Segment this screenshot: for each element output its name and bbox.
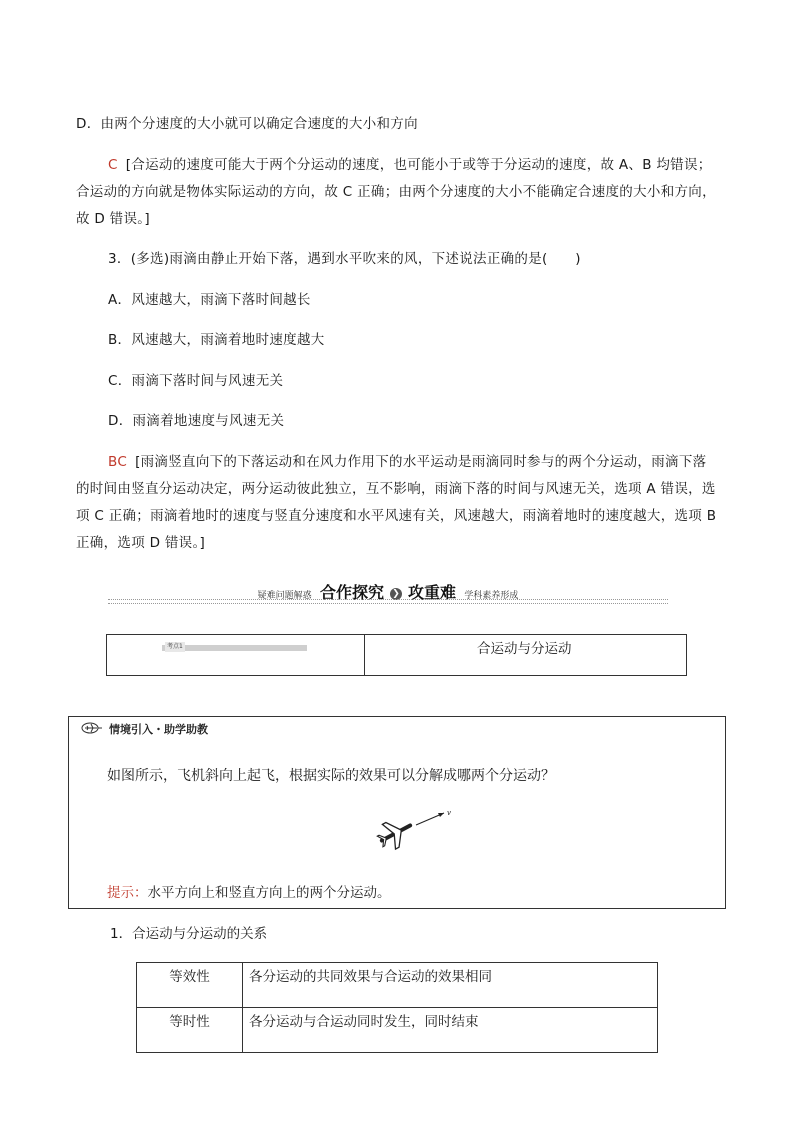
question-3-option-a: A．风速越大，雨滴下落时间越长 xyxy=(108,292,311,308)
answer-1-label: C xyxy=(108,157,118,173)
section-banner xyxy=(108,578,668,604)
velocity-label: v xyxy=(447,809,451,817)
answer-2-text: [雨滴竖直向下的下落运动和在风力作用下的水平运动是雨滴同时参与的两个分运动，雨滴下落 xyxy=(135,454,707,470)
scene-question: 如图所示，飞机斜向上起飞，根据实际的效果可以分解成哪两个分运动？ xyxy=(107,768,555,784)
topic-table xyxy=(106,634,687,676)
scene-hint xyxy=(107,881,391,901)
relation-key: 等效性 xyxy=(137,963,243,1008)
table-row xyxy=(137,963,658,1008)
banner-title-2: 攻重难 xyxy=(408,583,457,602)
topic-tag: 考点1 xyxy=(167,643,183,650)
answer-2-line-2: 的时间由竖直分运动决定，两分运动彼此独立，互不影响，雨滴下落的时间与风速无关，选项 A 错误，选 xyxy=(76,481,716,497)
section-title: 1．合运动与分运动的关系 xyxy=(110,926,268,942)
banner-title-1: 合作探究 xyxy=(319,583,384,602)
answer-1-text: [合运动的速度可能大于两个分运动的速度，也可能小于或等于分运动的速度，故 A、B 均错误； xyxy=(125,157,712,173)
relation-table xyxy=(136,962,658,1053)
plane-badge-icon xyxy=(81,722,103,734)
question-3-option-b: B．风速越大，雨滴着地时速度越大 xyxy=(108,332,325,348)
airplane-figure xyxy=(374,807,464,857)
answer-1-line-2: 合运动的方向就是物体实际运动的方向，故 C 正确；由两个分速度的大小不能确定合速度的大小和方向， xyxy=(76,184,716,200)
banner-left-text: 疑难问题解惑 xyxy=(257,591,312,601)
scene-box xyxy=(68,716,726,909)
answer-2-line-3: 项 C 正确；雨滴着地时的速度与竖直分速度和水平风速有关，风速越大，雨滴着地时的速度越大，选项 B xyxy=(76,508,717,524)
question-3: 3．(多选)雨滴由静止开始下落，遇到水平吹来的风，下述说法正确的是( ) xyxy=(108,251,581,267)
hint-text: 水平方向上和竖直方向上的两个分运动。 xyxy=(147,885,391,901)
banner-divider xyxy=(108,599,668,604)
answer-2-line-4: 正确，选项 D 错误。] xyxy=(76,535,206,551)
relation-value: 各分运动与合运动同时发生，同时结束 xyxy=(243,1008,658,1053)
relation-value: 各分运动的共同效果与合运动的效果相同 xyxy=(243,963,658,1008)
option-d: D．由两个分速度的大小就可以确定合速度的大小和方向 xyxy=(76,116,418,132)
table-row xyxy=(137,1008,658,1053)
banner-right-text: 学科素养形成 xyxy=(464,591,519,601)
topic-title: 合运动与分运动 xyxy=(477,641,572,657)
hint-label: 提示： xyxy=(107,885,148,901)
airplane-icon xyxy=(374,813,417,854)
relation-key: 等时性 xyxy=(137,1008,243,1053)
answer-2-line-1 xyxy=(108,452,758,472)
scene-header: 情境引入・助学助教 xyxy=(109,723,208,736)
banner-arrow-icon: ❯ xyxy=(390,588,402,600)
question-3-option-d: D．雨滴着地速度与风速无关 xyxy=(108,413,285,429)
answer-1-line-3: 故 D 错误。] xyxy=(76,211,150,227)
answer-1-line-1 xyxy=(108,155,758,175)
topic-tag-cell xyxy=(107,635,365,675)
answer-2-label: BC xyxy=(108,454,128,470)
question-3-option-c: C．雨滴下落时间与风速无关 xyxy=(108,373,284,389)
